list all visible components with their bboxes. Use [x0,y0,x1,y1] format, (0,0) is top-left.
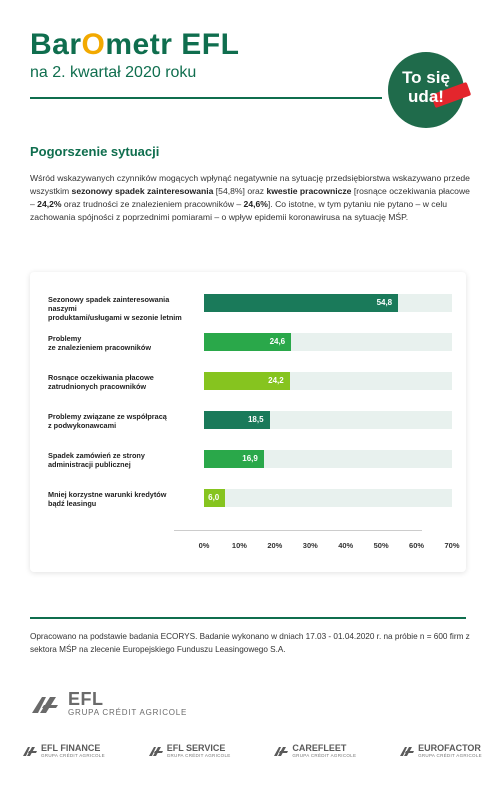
credit-agricole-icon [273,745,289,757]
bar-value-label: 18,5 [247,415,264,424]
slogan-badge [388,52,464,128]
x-tick-label: 70% [444,541,460,550]
badge-line-1: To się [402,68,450,87]
chart-card [30,272,466,572]
x-tick-label: 20% [267,541,283,550]
credit-agricole-icon [399,745,415,757]
bar-value-label: 16,9 [242,454,258,463]
brand-name: EFL FINANCE [41,743,101,753]
category-label-line: Sezonowy spadek zainteresowania naszymi [48,295,170,313]
brand-group-name: GRUPA CRÉDIT AGRICOLE [166,753,231,758]
bar [204,294,398,312]
bar-track [204,489,452,507]
x-tick-label: 0% [198,541,210,550]
brand-group-name: GRUPA CRÉDIT AGRICOLE [41,753,105,758]
report-header [30,28,239,82]
x-tick-label: 60% [409,541,425,550]
para-bold-2: kwestie pracownicze [266,186,352,196]
brand-name: EFL SERVICE [166,743,226,753]
footer-divider [30,617,466,619]
brand-name: EUROFACTOR [418,743,481,753]
brand-o-mark: O [81,28,106,61]
credit-agricole-icon [148,745,164,757]
para-text-1: Wśród wskazywanych czynników mogących wpłynąć negatywnie na sytuację przedsiębiorstwa wskazywano przede wszystkim [30,173,470,196]
category-label-line: bądź leasingu [48,499,97,508]
bar-value-label: 54,8 [376,298,393,307]
badge-line-2: uda! [408,87,444,106]
bar [204,333,291,351]
bar-value-label: 24,6 [269,337,286,346]
bar [204,450,264,468]
intro-paragraph [30,172,470,224]
para-text-5: ]. Co istotne, w tym pytaniu nie pytano – w celu zachowania spójności z poprzednimi pomiarami – o wpływ epidemii koronawirusa na sytuację MŚP. [30,199,448,222]
group-brands [22,744,482,758]
bar [204,489,225,507]
category-label-line: z podwykonawcami [48,421,117,430]
category-label [48,334,198,352]
bar [204,411,270,429]
category-label-line: Rosnące oczekiwania płacowe [48,373,154,382]
category-label-line: administracji publicznej [48,460,131,469]
methodology-note: Opracowano na podstawie badania ECORYS. Badanie wykonano w dniach 17.03 - 01.04.2020 r. na próbie n = 600 firm z sektora MŚP na zlecenie Europejskiego Funduszu Leasingowego S.A. [30,632,470,654]
category-label-line: Problemy [48,334,82,343]
bar-value-label: 24,2 [268,376,284,385]
brand-suffix: metr EFL [105,28,240,61]
bar-value-label: 6,0 [208,493,220,502]
x-tick-label: 30% [302,541,318,550]
para-text-2: [54,8%] oraz [213,186,267,196]
chart-row [30,333,466,363]
category-label [48,490,198,508]
category-label [48,295,198,322]
category-label [48,412,198,430]
chart-row [30,294,466,324]
brand-logo [22,744,105,758]
credit-agricole-icon [22,745,38,757]
brand-group-name: GRUPA CRÉDIT AGRICOLE [292,753,357,758]
category-label [48,373,198,391]
credit-agricole-icon [30,693,60,715]
bar [204,372,290,390]
header-divider [30,97,382,99]
brand-logo [399,744,482,758]
x-tick-label: 10% [231,541,247,550]
x-tick-label: 50% [373,541,389,550]
category-label-line: ze znalezieniem pracowników [48,343,151,352]
category-label-line: zatrudnionych pracowników [48,382,147,391]
x-tick-label: 40% [338,541,354,550]
section-title: Pogorszenie sytuacji [30,144,160,159]
category-label-line: Spadek zamówień ze strony [48,451,145,460]
brand-logo [273,744,356,758]
efl-group-name: GRUPA CRÉDIT AGRICOLE [68,708,188,717]
para-text-4: oraz trudności ze znalezieniem pracowników – [61,199,244,209]
para-bold-4: 24,6% [243,199,268,209]
chart-row [30,372,466,402]
para-text-3: [rosnące oczekiwania płacowe – [30,186,470,209]
brand-name: CAREFLEET [292,743,347,753]
chart-row [30,489,466,519]
x-axis-line [174,530,422,531]
brand-prefix: Bar [30,28,82,61]
efl-logo [30,690,187,717]
brand-group-name: GRUPA CRÉDIT AGRICOLE [418,753,482,758]
category-label-line: produktami/usługami w sezonie letnim [48,313,182,322]
chart-row [30,450,466,480]
category-label-line: Mniej korzystne warunki kredytów [48,490,167,499]
para-bold-3: 24,2% [37,199,62,209]
barometr-title [30,28,239,62]
category-label [48,451,198,469]
brand-logo [148,744,231,758]
para-bold-1: sezonowy spadek zainteresowania [71,186,214,196]
chart-row [30,411,466,441]
category-label-line: Problemy związane ze współpracą [48,412,167,421]
efl-name: EFL [68,689,104,709]
report-subtitle: na 2. kwartał 2020 roku [30,64,197,81]
